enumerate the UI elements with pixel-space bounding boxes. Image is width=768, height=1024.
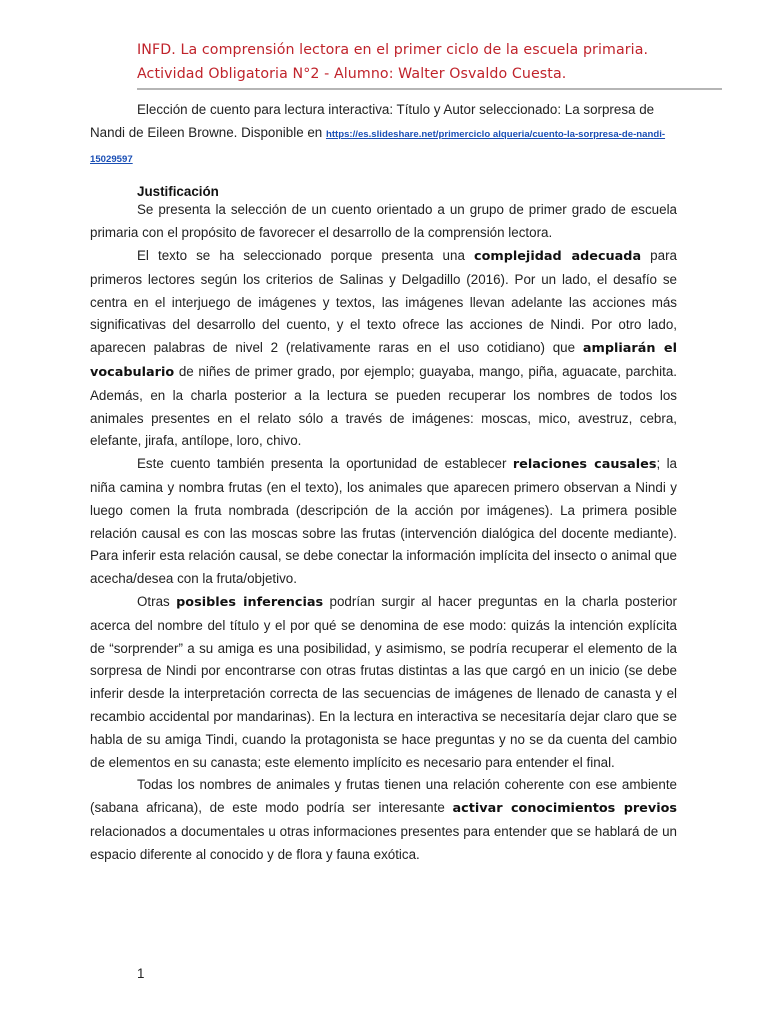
intro-paragraph: [90, 99, 677, 171]
paragraph-purpose: [90, 199, 677, 245]
paragraph-text: para primeros lectores según los criterios de Salinas y Delgadillo (2016). Por un lado, el desafío se centra en el interjuego de imágenes y textos, las imágenes llevan adelante las acciones más significativas del desarrollo del cuento, y el texto ofrece las acciones de Nindi. Por otro lado, aparecen palabras de nivel 2 (relativamente raras en el uso cotidiano) que: [90, 247, 677, 356]
intro-text: Elección de cuento para lectura interactiva: Título y Autor seleccionado: La sorpresa de Nandi de Eileen Browne. Disponible en: [90, 102, 655, 140]
paragraph-text: El texto se ha seleccionado porque presenta una: [137, 247, 474, 263]
paragraph-inferences: [90, 591, 677, 774]
paragraph-text: relacionados a documentales u otras informaciones presentes para entender que se hablará de un espacio diferente al conocido y de flora y fauna exótica.: [90, 823, 677, 862]
paragraph-causal: [90, 453, 677, 591]
header-line-activity: Actividad Obligatoria N°2 - Alumno: Walter Osvaldo Cuesta.: [137, 66, 567, 82]
section-heading: Justificación: [137, 184, 219, 200]
header-line-course: INFD. La comprensión lectora en el primer ciclo de la escuela primaria.: [137, 42, 649, 58]
paragraph-text: Todas los nombres de animales y frutas tienen una relación coherente con ese ambiente (sabana africana), de este modo podría ser interesante: [90, 777, 677, 816]
page-number: 1: [137, 966, 145, 981]
emphasis-posibles-inferencias: posibles inferencias: [176, 594, 324, 610]
paragraph-text: Otras: [137, 593, 177, 609]
document-header: [137, 38, 727, 86]
paragraph-text: de niñes de primer grado, por ejemplo; guayaba, mango, piña, aguacate, parchita. Además, en la charla posterior a la lectura se pueden recuperar los nombres de todos los animales presentes en el relato sólo a través de imágenes: moscas, mico, avestruz, cebra, elefante, jirafa, antílope, loro, chivo.: [90, 363, 677, 449]
emphasis-activar-conocimientos-previos: activar conocimientos previos: [452, 801, 677, 817]
header-divider: [137, 88, 722, 90]
paragraph-complexity: [90, 245, 677, 453]
paragraph-prior-knowledge: [90, 774, 677, 866]
paragraph-text: Este cuento también presenta la oportunidad de establecer: [137, 456, 513, 472]
paragraph-text: ; la niña camina y nombra frutas (en el texto), los animales que aparecen primero observan a Nindi y luego comen la fruta nombrada (descripción de la acción por imágenes). La primera posible relación causal es con las moscas sobre las frutas (intervención dialógica del docente mediante). Para inferir esta relación causal, se debe conectar la información implícita del insecto o animal que acecha/desea con la fruta/objetivo.: [90, 456, 677, 587]
emphasis-ampliaran-vocabulario: ampliarán el vocabulario: [90, 341, 677, 380]
paragraph-text: podrían surgir al hacer preguntas en la charla posterior acerca del nombre del título y el por qué se denomina de ese modo: quizás la intención explícita de “sorprender” a su amiga es una posibilidad, y asimismo, se podría recuperar el elemento de la sorpresa de Nindi por encontrarse con otras frutas distintas a las que cargó en un inicio (se debe inferir desde la interpretación correcta de las secuencias de imágenes de llenado de canasta y el recambio accidental por mandarinas). En la lectura en interactiva se necesitaría dejar claro que se habla de su amiga Tindi, cuando la protagonista se hace preguntas y no se da cuenta del cambio de elementos en su canasta; este elemento implícito es necesario para entender el final.: [90, 593, 677, 770]
emphasis-relaciones-causales: relaciones causales: [512, 457, 657, 473]
document-body: [90, 99, 677, 867]
paragraph-text: Se presenta la selección de un cuento orientado a un grupo de primer grado de escuela primaria con el propósito de favorecer el desarrollo de la comprensión lectora.: [90, 202, 677, 241]
story-link[interactable]: https://es.slideshare.net/primerciclo alqueria/cuento-la-sorpresa-de-nandi-15029597: [90, 128, 666, 165]
emphasis-complejidad-adecuada: complejidad adecuada: [474, 248, 642, 264]
